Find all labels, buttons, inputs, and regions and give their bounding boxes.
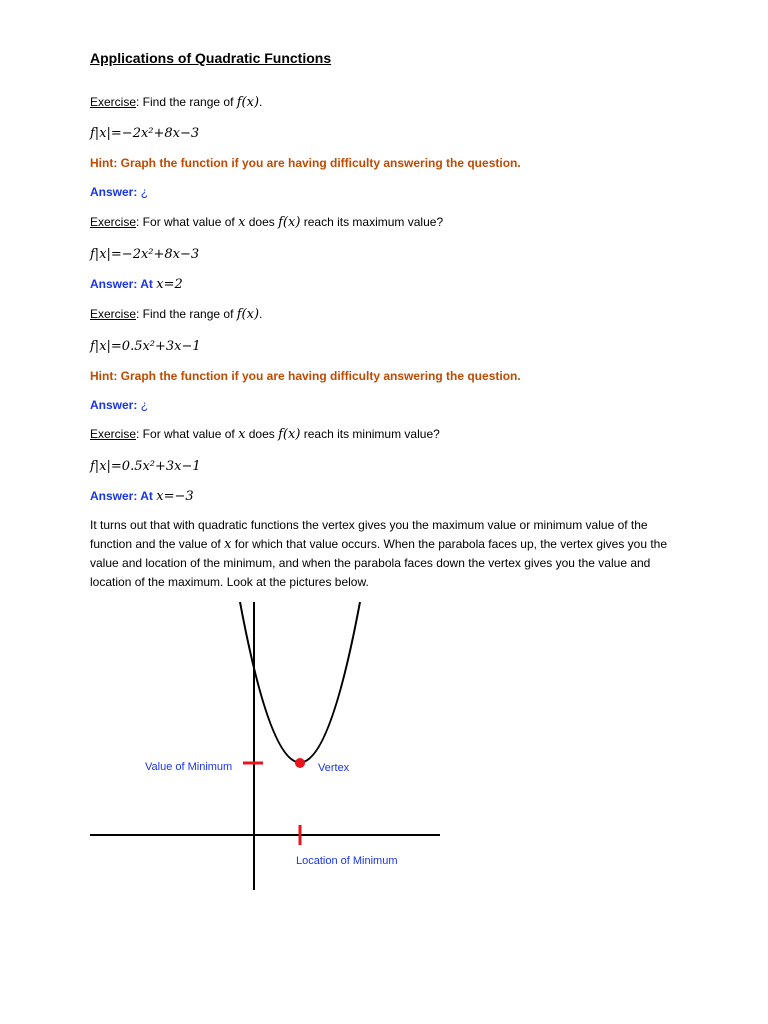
- exercise-label: Exercise: [90, 427, 137, 441]
- answer-2: [90, 277, 183, 292]
- answer-3: [90, 398, 148, 412]
- exercise-label: Exercise: [90, 215, 137, 229]
- parabola-curve: [240, 602, 360, 763]
- value-of-minimum-label: Value of Minimum: [145, 761, 233, 773]
- answer-value: x=−3: [156, 489, 194, 504]
- exercise-text: does: [245, 215, 279, 229]
- vertex-point: [295, 758, 305, 768]
- fx-symbol: f(x): [278, 215, 301, 230]
- exercise-1-prompt: [90, 95, 262, 110]
- answer-value: x=2: [156, 277, 183, 292]
- x-symbol: x: [238, 427, 246, 442]
- exercise-text: does: [245, 427, 279, 441]
- answer-label: Answer:: [90, 185, 138, 199]
- fx-symbol: f(x): [236, 95, 260, 110]
- exercise-1-equation: f|x|=−2x²+8x−3: [90, 126, 200, 141]
- exercise-text: reach its minimum value?: [300, 427, 440, 441]
- exercise-label: Exercise: [90, 95, 137, 109]
- answer-label: Answer: At: [90, 277, 153, 291]
- fx-symbol: f(x): [278, 427, 301, 442]
- hint-1: Hint: Graph the function if you are having difficulty answering the question.: [90, 156, 521, 170]
- exercise-text: : Find the range of: [136, 95, 237, 109]
- paragraph-text: It turns out that with quadratic functions the vertex gives you the maximum value or minimum value of the function and the value of: [90, 518, 648, 551]
- answer-value: ¿: [140, 185, 149, 199]
- exercise-text: : For what value of: [136, 427, 239, 441]
- exercise-4-prompt: [90, 427, 440, 442]
- paragraph-text: for which that value occurs. When the parabola faces up, the vertex gives you the value and location of the minimum, and when the parabola faces down the vertex gives you the value and location of the maximum. Look at the pictures below.: [90, 537, 668, 589]
- answer-1: [90, 185, 148, 199]
- exercise-text: : For what value of: [136, 215, 239, 229]
- exercise-4-equation: f|x|=0.5x²+3x−1: [90, 459, 201, 474]
- answer-label: Answer: At: [90, 489, 153, 503]
- explanation-paragraph: [90, 516, 680, 592]
- exercise-2-prompt: [90, 215, 443, 230]
- x-symbol: x: [224, 537, 232, 552]
- page-title: Applications of Quadratic Functions: [90, 50, 332, 66]
- exercise-3-prompt: [90, 307, 262, 322]
- exercise-2-equation: f|x|=−2x²+8x−3: [90, 247, 200, 262]
- answer-label: Answer:: [90, 398, 138, 412]
- vertex-label: Vertex: [318, 762, 350, 774]
- answer-value: ¿: [140, 398, 149, 412]
- parabola-diagram: [88, 598, 448, 898]
- exercise-3-equation: f|x|=0.5x²+3x−1: [90, 339, 201, 354]
- exercise-text: : Find the range of: [136, 307, 237, 321]
- x-symbol: x: [238, 215, 246, 230]
- period: .: [259, 307, 263, 321]
- exercise-label: Exercise: [90, 307, 137, 321]
- period: .: [259, 95, 263, 109]
- hint-2: Hint: Graph the function if you are having difficulty answering the question.: [90, 369, 521, 383]
- location-of-minimum-label: Location of Minimum: [296, 855, 398, 867]
- answer-4: [90, 489, 194, 504]
- fx-symbol: f(x): [236, 307, 260, 322]
- exercise-text: reach its maximum value?: [300, 215, 444, 229]
